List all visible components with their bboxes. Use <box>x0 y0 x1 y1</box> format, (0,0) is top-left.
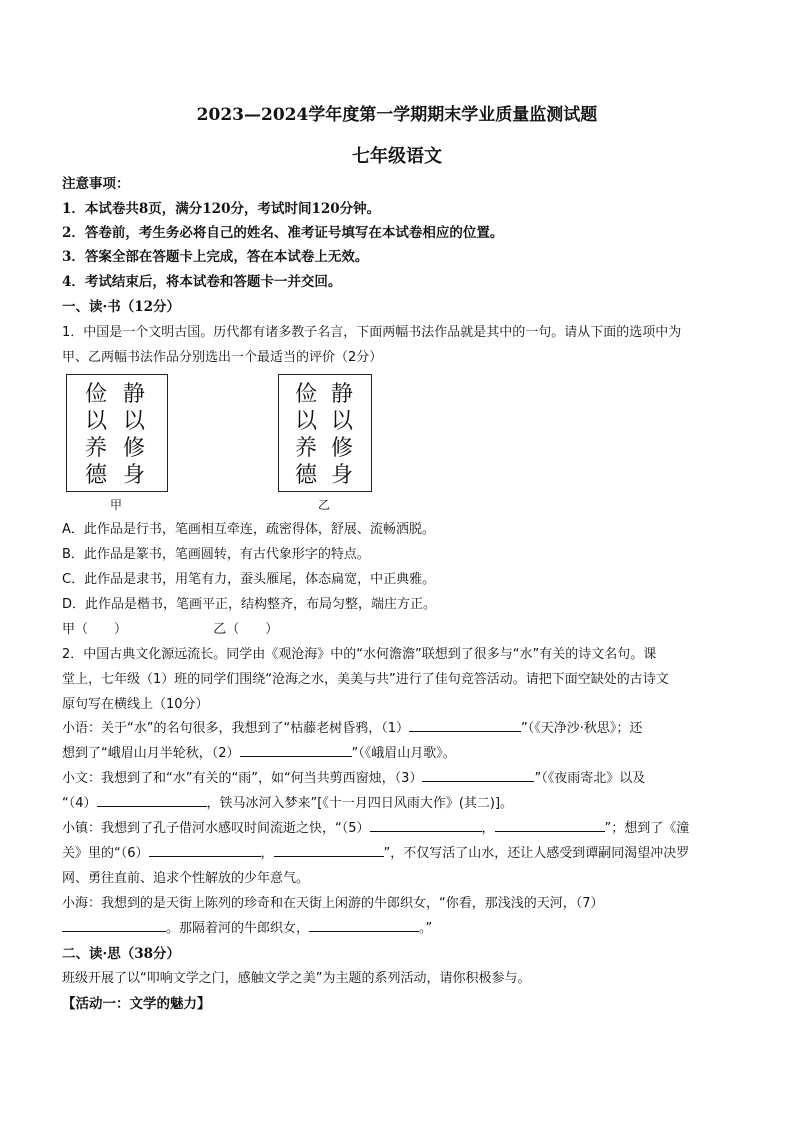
option-a: A．此作品是行书，笔画相互牵连，疏密得体，舒展、流畅洒脱。 <box>62 522 435 537</box>
artwork-caption: 甲 <box>110 498 123 512</box>
calligraphy-char: 以 <box>85 409 108 434</box>
dialogue-text: ，铁马冰河入梦来”[《十一月四日风雨大作》(其二)]。 <box>206 796 514 811</box>
dialogue-text: “（4） <box>62 796 97 811</box>
xiaohai-line <box>62 919 742 939</box>
calligraphy-char: 静 <box>331 382 354 407</box>
artwork-caption: 乙 <box>318 498 331 512</box>
calligraphy-char: 以 <box>295 409 318 434</box>
dialogue-text: 小语：关于“水”的名句很多，我想到了“枯藤老树昏鸦，（1） <box>62 721 409 736</box>
dialogue-text: 。那隔着河的牛郎织女， <box>166 921 310 936</box>
dialogue-text: 小镇：我想到了孔子借河水感叹时间流逝之快，“（5） <box>62 821 370 836</box>
section-heading: 二、读·思（38分） <box>62 946 180 962</box>
fill-blank-2[interactable] <box>240 744 352 757</box>
calligraphy-char: 养 <box>85 436 108 461</box>
xiaowen-line <box>62 794 742 814</box>
question-1-text: 甲、乙两幅书法作品分别选出一个最适当的评价（2分） <box>62 350 383 365</box>
fill-blank-3[interactable] <box>422 769 534 782</box>
notice-item: 1．本试卷共8页，满分120分，考试时间120分钟。 <box>62 201 381 217</box>
calligraphy-char: 修 <box>331 436 354 461</box>
dialogue-text: ”，不仅写活了山水，还让人感受到谭嗣同渴望冲决罗 <box>383 846 690 861</box>
fill-blank-4[interactable] <box>97 794 207 807</box>
dialogue-text: ”（《天净沙·秋思》；还 <box>520 721 643 736</box>
fill-blank-6b[interactable] <box>274 844 384 857</box>
calligraphy-artwork-yi <box>278 374 372 492</box>
calligraphy-char: 德 <box>85 463 108 488</box>
answer-jia: 甲（ ） <box>62 622 128 637</box>
notice-item: 2．答卷前，考生务必将自己的姓名、准考证号填写在本试卷相应的位置。 <box>62 225 504 241</box>
dialogue-text: ”；想到了《潼 <box>604 821 690 836</box>
option-c: C．此作品是隶书，用笔有力，蚕头雁尾，体态扁宽，中正典雅。 <box>62 572 436 587</box>
question-2-text: 2．中国古典文化源远流长。同学由《观沧海》中的“水何澹澹”联想到了很多与“水”有关的诗文名句。课 <box>62 647 657 662</box>
question-2-text: 堂上，七年级（1）班的同学们围绕“沧海之水，美美与共”进行了佳句竞答活动。请把下面空缺处的古诗文 <box>62 672 669 687</box>
calligraphy-char: 静 <box>123 382 146 407</box>
dialogue-text: 小文：我想到了和“水”有关的“雨”，如“何当共剪西窗烛，（3） <box>62 771 423 786</box>
fill-blank-7a[interactable] <box>62 919 166 932</box>
dialogue-text: 。” <box>419 921 433 936</box>
calligraphy-char: 俭 <box>85 382 108 407</box>
section-heading: 一、读·书（12分） <box>62 299 180 315</box>
calligraphy-char: 修 <box>123 436 146 461</box>
fill-blank-1[interactable] <box>409 719 521 732</box>
option-b: B．此作品是篆书，笔画圆转，有古代象形字的特点。 <box>62 547 370 562</box>
notice-item: 3．答案全部在答题卡上完成，答在本试卷上无效。 <box>62 249 369 265</box>
xiaozhen-line <box>62 819 742 839</box>
calligraphy-artwork-jia <box>66 374 168 492</box>
notice-item: 4．考试结束后，将本试卷和答题卡一并交回。 <box>62 274 342 290</box>
xiaohai-line: 小海：我想到的是天街上陈列的珍奇和在天街上闲游的牛郎织女，“你看，那浅浅的天河，（7） <box>62 896 604 911</box>
notice-heading: 注意事项： <box>62 176 130 192</box>
fill-blank-5a[interactable] <box>370 819 482 832</box>
dialogue-text: ， <box>481 821 495 836</box>
fill-blank-5b[interactable] <box>495 819 605 832</box>
xiaozhen-line: 网、勇往直前、追求个性解放的少年意气。 <box>62 871 310 886</box>
xiaozhen-line <box>62 844 742 864</box>
activity-heading: 【活动一：文学的魅力】 <box>62 996 211 1012</box>
fill-blank-7b[interactable] <box>309 919 419 932</box>
dialogue-text: ”（《夜雨寄北》以及 <box>534 771 646 786</box>
dialogue-text: ”（《峨眉山月歌》。 <box>351 746 456 761</box>
xiaoyu-line <box>62 744 742 764</box>
dialogue-text: ， <box>260 846 274 861</box>
xiaoyu-line <box>62 719 742 739</box>
calligraphy-char: 身 <box>331 463 354 488</box>
calligraphy-char: 以 <box>123 409 146 434</box>
question-1-text: 1．中国是一个文明古国。历代都有诸多教子名言，下面两幅书法作品就是其中的一句。请从下面的选项中为 <box>62 325 682 340</box>
xiaowen-line <box>62 769 742 789</box>
calligraphy-char: 俭 <box>295 382 318 407</box>
fill-blank-6a[interactable] <box>149 844 261 857</box>
calligraphy-char: 德 <box>295 463 318 488</box>
dialogue-text: 关》里的“（6） <box>62 846 149 861</box>
exam-title: 2023—2024学年度第一学期期末学业质量监测试题 <box>196 105 598 125</box>
calligraphy-char: 以 <box>331 409 354 434</box>
calligraphy-char: 养 <box>295 436 318 461</box>
section-2-intro: 班级开展了以“叩响文学之门，感触文学之美”为主题的系列活动，请你积极参与。 <box>62 971 531 986</box>
dialogue-text: 想到了“峨眉山月半轮秋，（2） <box>62 746 240 761</box>
question-2-text: 原句写在横线上（10分） <box>62 697 209 712</box>
calligraphy-char: 身 <box>123 463 146 488</box>
exam-subtitle: 七年级语文 <box>352 146 442 167</box>
answer-yi: 乙（ ） <box>213 622 279 637</box>
option-d: D．此作品是楷书，笔画平正，结构整齐，布局匀整，端庄方正。 <box>62 597 437 612</box>
answer-line <box>62 620 742 640</box>
